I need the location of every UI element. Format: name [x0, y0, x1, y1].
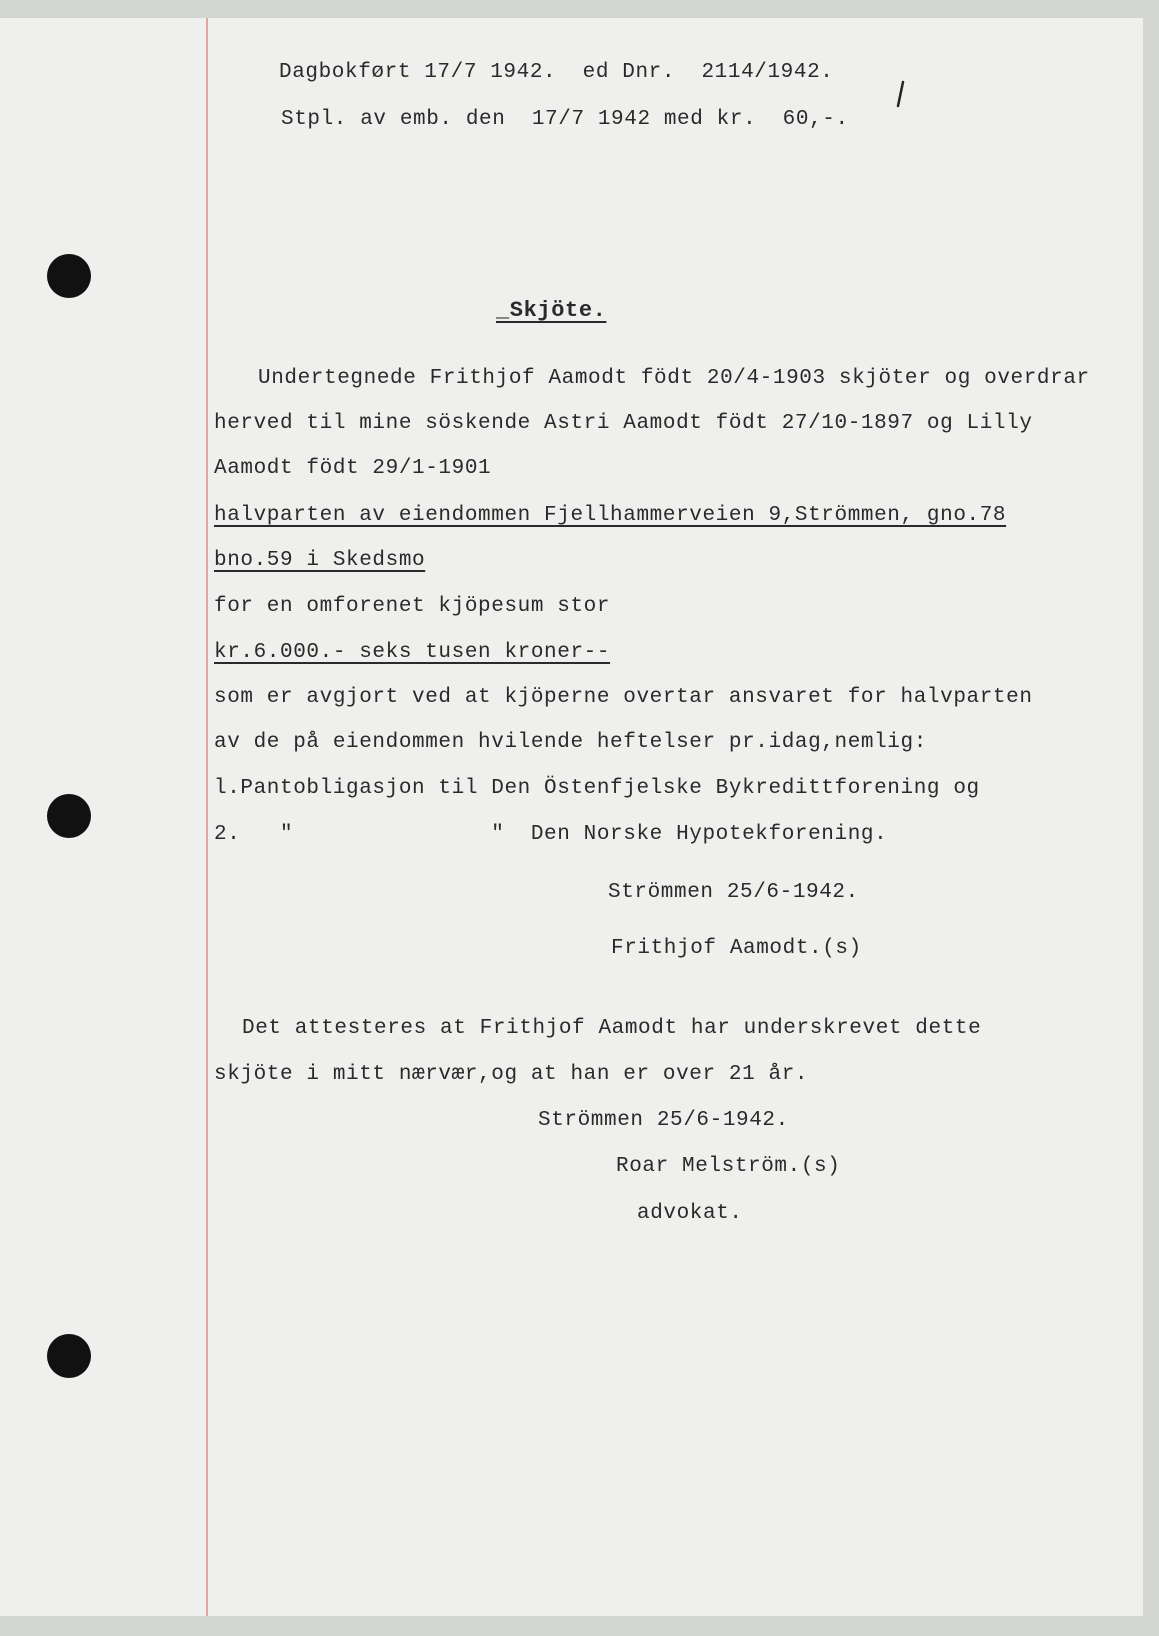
body-line: Aamodt födt 29/1-1901: [214, 457, 492, 480]
scan-edge-top: [0, 0, 1159, 18]
registration-line: Dagbokført 17/7 1942. ed Dnr. 2114/1942.: [279, 61, 834, 84]
signature: Frithjof Aamodt.(s): [611, 937, 862, 960]
body-line: av de på eiendommen hvilende heftelser pr.idag,nemlig:: [214, 731, 927, 754]
body-line: Undertegnede Frithjof Aamodt födt 20/4-1903 skjöter og overdrar: [258, 367, 1090, 390]
check-mark-icon: [895, 80, 905, 110]
body-line: herved til mine söskende Astri Aamodt födt 27/10-1897 og Lilly: [214, 412, 1033, 435]
body-line: som er avgjort ved at kjöperne overtar ansvaret for halvparten: [214, 686, 1033, 709]
punch-hole-icon: [47, 1334, 91, 1378]
property-line: bno.59 i Skedsmo: [214, 549, 426, 572]
price-line: kr.6.000.- seks tusen kroner--: [214, 641, 611, 664]
body-line: l.Pantobligasjon til Den Östenfjelske Bykredittforening og: [214, 777, 980, 800]
body-line: for en omforenet kjöpesum stor: [214, 595, 611, 618]
signature-title: advokat.: [637, 1202, 743, 1225]
punch-hole-icon: [47, 254, 91, 298]
document-title: _Skjöte.: [496, 298, 607, 323]
attest-line: Det attesteres at Frithjof Aamodt har underskrevet dette: [242, 1017, 982, 1040]
attest-line: skjöte i mitt nærvær,og at han er over 21 år.: [214, 1063, 809, 1086]
punch-hole-icon: [47, 794, 91, 838]
place-date: Strömmen 25/6-1942.: [608, 881, 859, 904]
signature: Roar Melström.(s): [616, 1155, 841, 1178]
margin-rule: [206, 18, 208, 1616]
stamp-duty-line: Stpl. av emb. den 17/7 1942 med kr. 60,-.: [281, 108, 849, 131]
scan-edge-right: [1143, 0, 1159, 1636]
property-line: halvparten av eiendommen Fjellhammerveien 9,Strömmen, gno.78: [214, 504, 1007, 527]
body-line: 2. " " Den Norske Hypotekforening.: [214, 823, 888, 846]
place-date: Strömmen 25/6-1942.: [538, 1109, 789, 1132]
scan-edge-bottom: [0, 1616, 1159, 1636]
